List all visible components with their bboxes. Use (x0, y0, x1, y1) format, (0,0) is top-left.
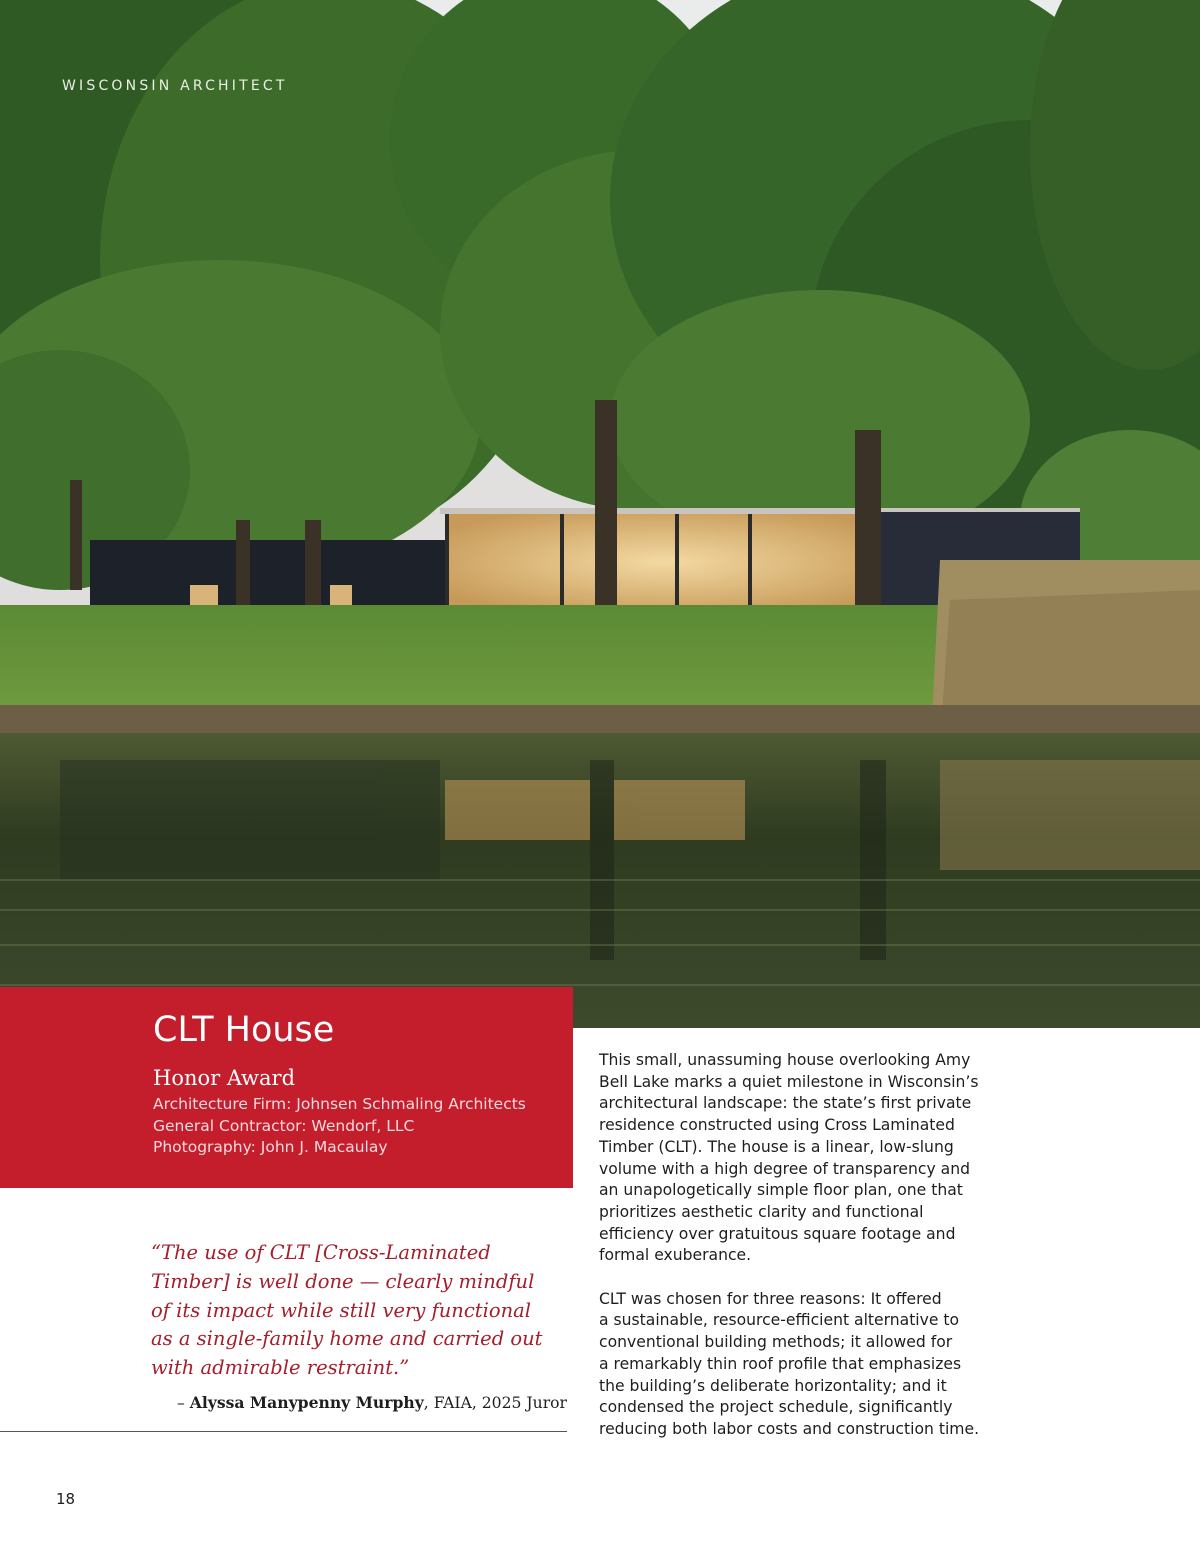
quote-line: as a single-family home and carried out (151, 1327, 543, 1351)
quote-line: with admirable restraint.” (151, 1356, 410, 1380)
award-label: Honor Award (153, 1066, 296, 1090)
body-line: a sustainable, resource-efficient alternative to (599, 1311, 960, 1330)
body-line: volume with a high degree of transparency and (599, 1159, 971, 1178)
credit-photography: Photography: John J. Macaulay (153, 1138, 388, 1156)
paragraph-1 (599, 1050, 1019, 1267)
body-line: conventional building methods; it allowed for (599, 1333, 953, 1352)
body-line: an unapologetically simple floor plan, one that (599, 1181, 963, 1200)
body-line: Timber (CLT). The house is a linear, low-slung (599, 1137, 954, 1156)
body-line: This small, unassuming house overlooking Amy (599, 1051, 971, 1069)
divider-rule (0, 1431, 567, 1432)
body-line: the building’s deliberate horizontality; and it (599, 1376, 947, 1395)
body-line: reducing both labor costs and construction time. (599, 1419, 980, 1438)
credit-contractor: General Contractor: Wendorf, LLC (153, 1116, 415, 1135)
body-line: CLT was chosen for three reasons: It offered (599, 1289, 942, 1308)
attribution-dash: – (176, 1394, 190, 1412)
page-number: 18 (56, 1490, 76, 1508)
paragraph-gap (599, 1267, 1019, 1289)
running-head: WISCONSIN ARCHITECT (62, 78, 288, 94)
body-line: prioritizes aesthetic clarity and functional (599, 1202, 924, 1221)
article-title: CLT House (153, 1010, 335, 1050)
body-line: formal exuberance. (599, 1246, 752, 1265)
body-line: efficiency over gratuitous square footage and (599, 1224, 956, 1243)
body-line: residence constructed using Cross Laminated (599, 1116, 955, 1135)
quote-author-suffix: , FAIA, 2025 Juror (423, 1394, 567, 1412)
credit-firm: Architecture Firm: Johnsen Schmaling Architects (153, 1095, 526, 1113)
shoreline (0, 705, 1200, 733)
body-line: a remarkably thin roof profile that emphasizes (599, 1354, 962, 1373)
quote-line: “The use of CLT [Cross-Laminated (151, 1241, 491, 1264)
paragraph-2 (599, 1289, 1019, 1441)
pull-quote (151, 1239, 571, 1383)
body-line: architectural landscape: the state’s first private (599, 1094, 972, 1113)
quote-line: of its impact while still very functional (151, 1298, 532, 1322)
quote-author: Alyssa Manypenny Murphy (189, 1393, 424, 1412)
project-credits (153, 1094, 568, 1159)
body-line: condensed the project schedule, significantly (599, 1398, 953, 1417)
article-body (599, 1050, 1019, 1441)
quote-line: Timber] is well done — clearly mindful (151, 1269, 535, 1293)
quote-attribution (151, 1393, 567, 1412)
body-line: Bell Lake marks a quiet milestone in Wisconsin’s (599, 1072, 979, 1091)
